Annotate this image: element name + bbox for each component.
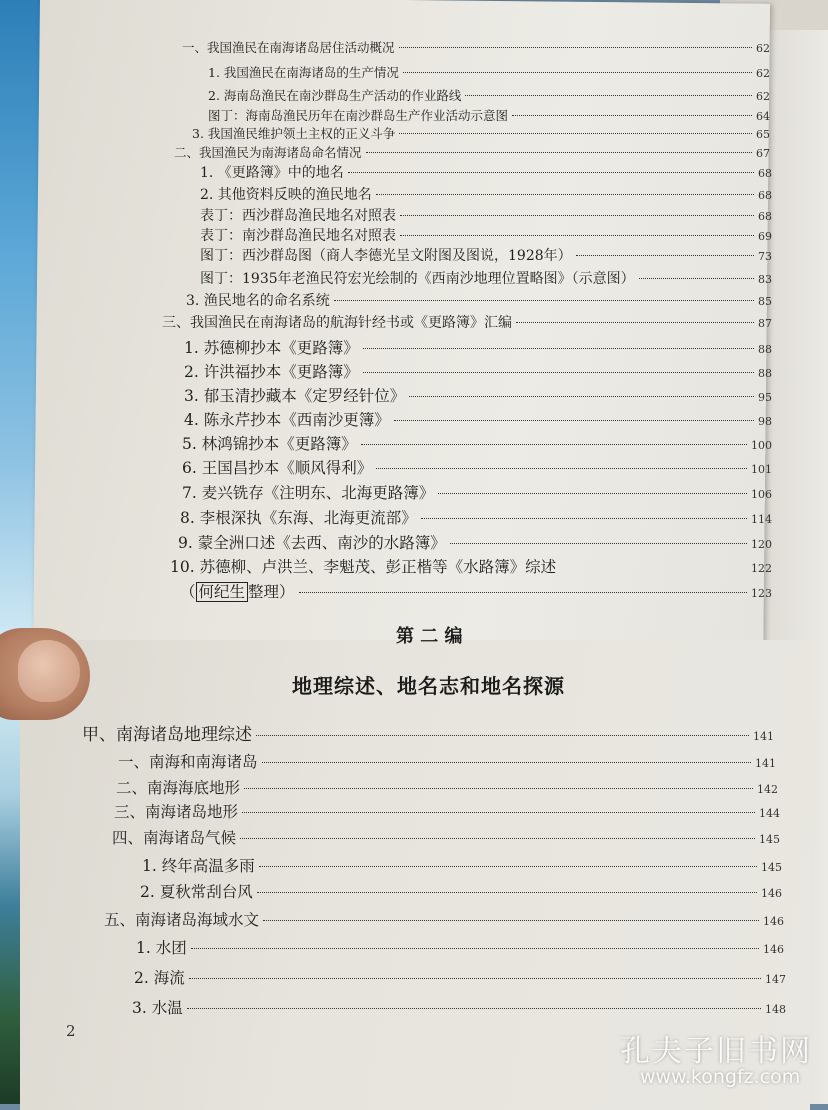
toc-entry [134, 966, 786, 988]
toc-entry [182, 456, 772, 478]
toc-entry-page: 88 [758, 343, 772, 356]
toc-entry-page: 141 [755, 757, 776, 770]
toc-entry [118, 750, 776, 772]
toc-entry-page: 65 [756, 128, 770, 141]
toc-entry [200, 245, 772, 265]
toc-entry-label: 一、我国渔民在南海诸岛居住活动概况 [182, 40, 395, 55]
toc-entry-page: 141 [753, 730, 774, 743]
toc-entry-label: 图丁：海南岛渔民历年在南沙群岛生产作业活动示意图 [208, 108, 509, 123]
toc-entry-label: 1. 水团 [136, 939, 187, 957]
watermark-text: 孔夫子旧书网 [620, 1034, 812, 1069]
toc-entry-page: 120 [751, 538, 772, 551]
toc-entry [208, 63, 770, 81]
toc-entry-page: 67 [756, 147, 770, 160]
toc-entry-page: 145 [759, 833, 780, 846]
section-subtitle: 地理综述、地名志和地名探源 [292, 674, 565, 698]
toc-entry [200, 184, 772, 204]
toc-entry [184, 336, 772, 358]
toc-entry-label: 3. 郁玉清抄藏本《定罗经针位》 [184, 387, 406, 405]
toc-entry-page: 83 [758, 273, 772, 286]
toc-entry-label: 7. 麦兴铣存《注明东、北海更路簿》 [182, 484, 435, 502]
toc-entry-page: 68 [758, 189, 772, 202]
toc-entry-page: 100 [751, 439, 772, 452]
toc-entry-page: 122 [751, 562, 772, 575]
toc-entry-label: 3. 我国渔民维护领土主权的正义斗争 [192, 126, 396, 141]
toc-entry-page: 146 [761, 887, 782, 900]
toc-entry-page: 87 [758, 317, 772, 330]
toc-entry [116, 776, 778, 798]
toc-entry-label: 2. 其他资料反映的渔民地名 [200, 187, 372, 203]
toc-entry [184, 384, 772, 406]
toc-entry-label: 5. 林鸿锦抄本《更路簿》 [182, 435, 357, 453]
toc-entry-label: 表丁：南沙群岛渔民地名对照表 [200, 228, 396, 244]
toc-entry [140, 880, 782, 902]
toc-entry-page: 147 [765, 973, 786, 986]
toc-entry [192, 124, 770, 142]
toc-entry-page: 68 [758, 210, 772, 223]
toc-entry-page: 106 [751, 488, 772, 501]
toc-entry-page: 145 [761, 861, 782, 874]
toc-entry [180, 506, 772, 528]
toc-entry-label: 2. 海南岛渔民在南沙群岛生产活动的作业路线 [208, 88, 462, 103]
toc-entry-page: 95 [758, 391, 772, 404]
toc-entry-label: 二、我国渔民为南海诸岛命名情况 [174, 145, 362, 160]
toc-entry-page: 101 [751, 463, 772, 476]
toc-entry [200, 268, 772, 288]
toc-entry-label: 1. 《更路簿》中的地名 [200, 165, 344, 181]
toc-entry [162, 312, 772, 332]
toc-entry [142, 854, 782, 876]
toc-entry-page: 62 [756, 90, 770, 103]
toc-entry [208, 106, 770, 124]
toc-entry-page: 98 [758, 415, 772, 428]
toc-entry [200, 205, 772, 225]
toc-entry [178, 531, 772, 553]
toc-entry-label: 4. 陈永芹抄本《西南沙更簿》 [184, 411, 390, 429]
toc-entry [208, 86, 770, 104]
toc-entry-page: 114 [751, 513, 772, 526]
toc-entry-label: 甲、南海诸岛地理综述 [82, 725, 252, 745]
toc-entry [112, 826, 780, 848]
toc-entry-label: 6. 王国昌抄本《顺风得利》 [182, 459, 373, 477]
toc-entry-page: 88 [758, 367, 772, 380]
toc-entry-page: 146 [763, 943, 784, 956]
toc-entry-page: 123 [751, 587, 772, 600]
toc-entry [180, 580, 772, 602]
watermark-url: www.kongfz.com [640, 1066, 801, 1088]
toc-entry [184, 408, 772, 430]
toc-entry-label: 1. 我国渔民在南海诸岛的生产情况 [208, 65, 399, 80]
toc-entry [182, 38, 770, 56]
toc-entry [104, 908, 784, 930]
toc-entry-label: 四、南海诸岛气候 [112, 829, 237, 847]
toc-entry-label: 一、南海和南海诸岛 [118, 753, 258, 771]
toc-entry-page: 62 [756, 42, 770, 55]
toc-entry-label: 二、南海海底地形 [116, 779, 241, 797]
toc-entry-label: （ 何纪生 整理） [180, 583, 295, 601]
toc-entry-page: 64 [756, 110, 770, 123]
toc-entry [136, 936, 784, 958]
toc-entry-page: 85 [758, 295, 772, 308]
toc-entry-label: 8. 李根深执《东海、北海更流部》 [180, 509, 417, 527]
toc-entry-label: 五、南海诸岛海域水文 [104, 911, 260, 929]
toc-entry [170, 555, 772, 577]
toc-entry-label: 2. 海流 [134, 969, 185, 987]
toc-entry [184, 360, 772, 382]
toc-entry [200, 225, 772, 245]
toc-entry [82, 720, 774, 745]
toc-entry [200, 162, 772, 182]
toc-entry [182, 432, 772, 454]
toc-entry-page: 62 [756, 67, 770, 80]
highlighted-name-box: 何纪生 [196, 582, 249, 602]
toc-entry-label: 10. 苏德柳、卢洪兰、李魁茂、彭正楷等《水路簿》综述 [170, 558, 557, 576]
toc-entry-label: 2. 许洪福抄本《更路簿》 [184, 363, 359, 381]
toc-entry-page: 146 [763, 915, 784, 928]
toc-entry-page: 73 [758, 250, 772, 263]
toc-entry-label: 图丁：1935年老渔民符宏光绘制的《西南沙地理位置略图》（示意图） [200, 271, 635, 287]
toc-entry-label: 三、我国渔民在南海诸岛的航海针经书或《更路簿》汇编 [162, 315, 512, 331]
toc-entry-page: 142 [757, 783, 778, 796]
toc-entry-label: 表丁：西沙群岛渔民地名对照表 [200, 208, 396, 224]
toc-entry-label: 3. 渔民地名的命名系统 [186, 293, 330, 309]
toc-entry [186, 290, 772, 310]
toc-entry-page: 144 [759, 807, 780, 820]
toc-entry-label: 1. 终年高温多雨 [142, 857, 255, 875]
toc-entry-label: 3. 水温 [132, 999, 183, 1017]
toc-entry-label: 2. 夏秋常刮台风 [140, 883, 253, 901]
toc-entry-page: 69 [758, 230, 772, 243]
toc-entry [132, 996, 786, 1018]
section-title: 第 二 编 [396, 626, 463, 647]
thumbnail [18, 640, 80, 702]
toc-entry [182, 481, 772, 503]
toc-entry-label: 三、南海诸岛地形 [114, 803, 239, 821]
toc-entry-label: 图丁：西沙群岛图（商人李德光呈文附图及图说，1928年） [200, 248, 572, 264]
toc-entry [174, 143, 770, 161]
page-number: 2 [66, 1022, 76, 1040]
toc-entry [114, 800, 780, 822]
toc-entry-label: 9. 蒙全洲口述《去西、南沙的水路簿》 [178, 534, 446, 552]
toc-entry-page: 148 [765, 1003, 786, 1016]
toc-entry-label: 1. 苏德柳抄本《更路簿》 [184, 339, 359, 357]
toc-entry-page: 68 [758, 167, 772, 180]
